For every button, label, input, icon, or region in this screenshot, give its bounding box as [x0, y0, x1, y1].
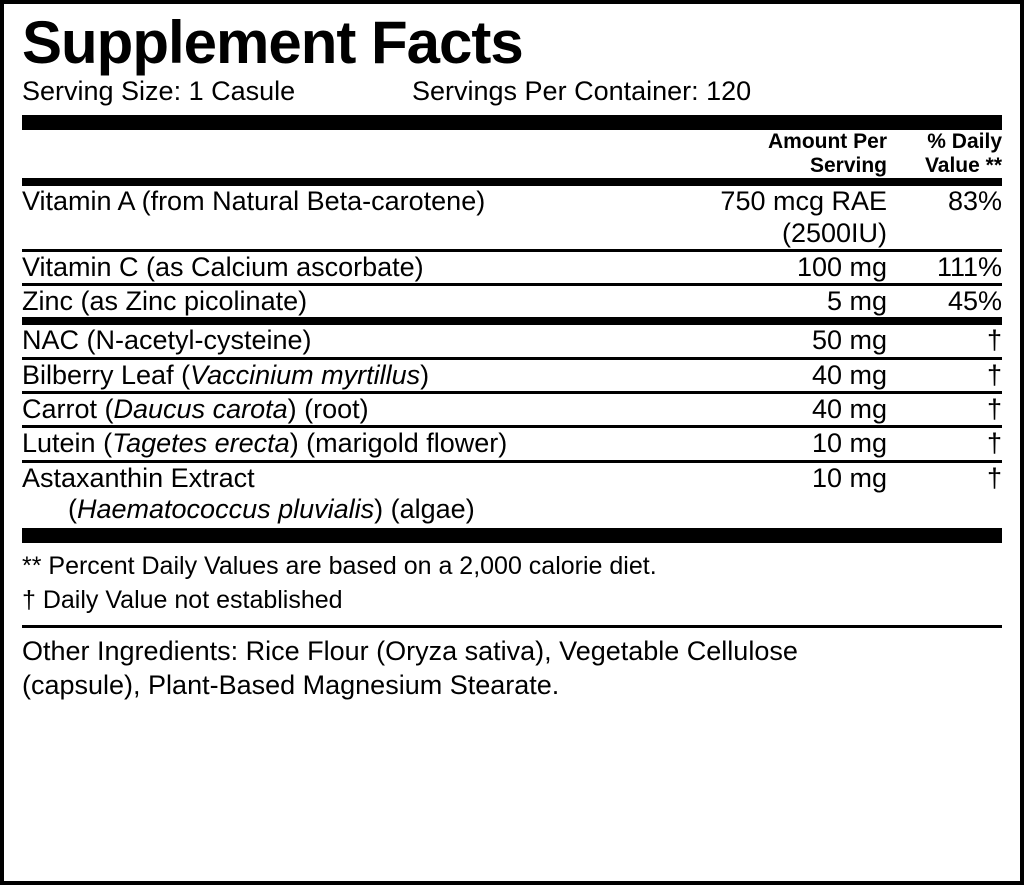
nutrient-name-latin: Tagetes erecta	[112, 428, 290, 459]
table-row	[22, 252, 1002, 283]
nutrient-amount: 5 mg	[826, 286, 887, 317]
nutrient-name-post: )	[420, 359, 430, 390]
nutrient-name	[22, 394, 672, 425]
table-row	[22, 463, 1002, 526]
nutrient-name-post: ) (root)	[287, 394, 369, 425]
nutrient-dv: †	[986, 428, 1002, 459]
nutrient-amount: 40 mg	[811, 359, 887, 390]
table-header-row	[22, 130, 1002, 178]
nutrient-name-subline	[22, 494, 672, 525]
nutrient-name-sub-latin: Haematococcus pluvialis	[77, 494, 375, 525]
nutrient-name-text: Vitamin A (from Natural Beta-carotene)	[22, 186, 486, 217]
nutrient-name	[22, 325, 672, 356]
header-amount-per-serving	[672, 130, 887, 178]
nutrient-amount: 100 mg	[796, 251, 887, 282]
other-ingredients-line2: (capsule), Plant-Based Magnesium Stearate.	[22, 670, 560, 701]
nutrient-name	[22, 463, 672, 526]
header-amount-line2: Serving	[809, 154, 887, 178]
nutrient-amount-text: 750 mcg RAE	[720, 186, 887, 217]
nutrient-dv: †	[986, 325, 1002, 356]
nutrient-dv: 83%	[947, 186, 1002, 217]
other-ingredients-line1: Other Ingredients: Rice Flour (Oryza sativa), Vegetable Cellulose	[22, 635, 798, 666]
nutrient-amount: 40 mg	[811, 394, 887, 425]
nutrient-name-text: Lutein (	[22, 428, 113, 459]
table-row	[22, 186, 1002, 249]
nutrient-name	[22, 186, 672, 249]
nutrient-amount	[672, 186, 887, 249]
nutrient-name-text: Bilberry Leaf (	[22, 359, 191, 390]
footnotes	[22, 543, 1002, 617]
header-dv-line1: % Daily	[927, 129, 1002, 153]
divider-row	[22, 317, 1002, 325]
divider-thick-top	[22, 115, 1002, 130]
serving-info	[22, 75, 1002, 109]
nutrient-amount: 10 mg	[811, 428, 887, 459]
nutrient-name-sub-post: ) (algae)	[374, 494, 475, 525]
header-blank	[22, 130, 672, 178]
footnote-daily-value: ** Percent Daily Values are based on a 2,000 calorie diet.	[22, 552, 657, 581]
nutrient-name-post: ) (marigold flower)	[289, 428, 508, 459]
nutrient-name	[22, 252, 672, 283]
nutrient-name-text: Zinc (as Zinc picolinate)	[22, 286, 308, 317]
nutrition-table	[22, 130, 1002, 525]
divider-cell	[22, 178, 1002, 186]
header-dv-line2: Value **	[924, 154, 1002, 178]
nutrient-name-latin: Vaccinium myrtillus	[190, 359, 421, 390]
header-daily-value	[887, 130, 1002, 178]
divider-medium	[22, 178, 1002, 186]
nutrient-dv: 45%	[947, 286, 1002, 317]
divider-thick-bottom	[22, 528, 1002, 543]
nutrient-name-text: Vitamin C (as Calcium ascorbate)	[22, 251, 424, 282]
serving-size: Serving Size: 1 Casule	[22, 76, 296, 107]
footnote-dagger: † Daily Value not established	[22, 585, 343, 614]
nutrient-name	[22, 286, 672, 317]
nutrient-name-latin: Daucus carota	[113, 394, 288, 425]
nutrient-name-sub-pre: (	[68, 494, 77, 525]
table-row	[22, 286, 1002, 317]
nutrient-name	[22, 360, 672, 391]
servings-per-container: Servings Per Container: 120	[412, 76, 752, 107]
divider-row-header	[22, 178, 1002, 186]
table-row	[22, 428, 1002, 459]
nutrient-dv: 111%	[936, 251, 1002, 282]
table-row	[22, 394, 1002, 425]
nutrient-dv: †	[986, 394, 1002, 425]
nutrient-name-text: NAC (N-acetyl-cysteine)	[22, 325, 312, 356]
divider-cell	[22, 317, 1002, 325]
nutrient-name	[22, 428, 672, 459]
nutrient-dv: †	[986, 359, 1002, 390]
nutrient-name-text: Astaxanthin Extract	[22, 462, 255, 493]
other-ingredients	[22, 628, 1002, 703]
nutrient-amount: 50 mg	[811, 325, 887, 356]
table-row	[22, 360, 1002, 391]
nutrient-dv: †	[986, 462, 1002, 493]
nutrient-name-text: Carrot (	[22, 394, 114, 425]
nutrient-amount: 10 mg	[811, 462, 887, 493]
divider-medium	[22, 317, 1002, 325]
nutrient-amount-sub: (2500IU)	[781, 217, 887, 248]
table-row	[22, 325, 1002, 356]
header-amount-line1: Amount Per	[767, 129, 887, 153]
page-title: Supplement Facts	[22, 9, 523, 76]
